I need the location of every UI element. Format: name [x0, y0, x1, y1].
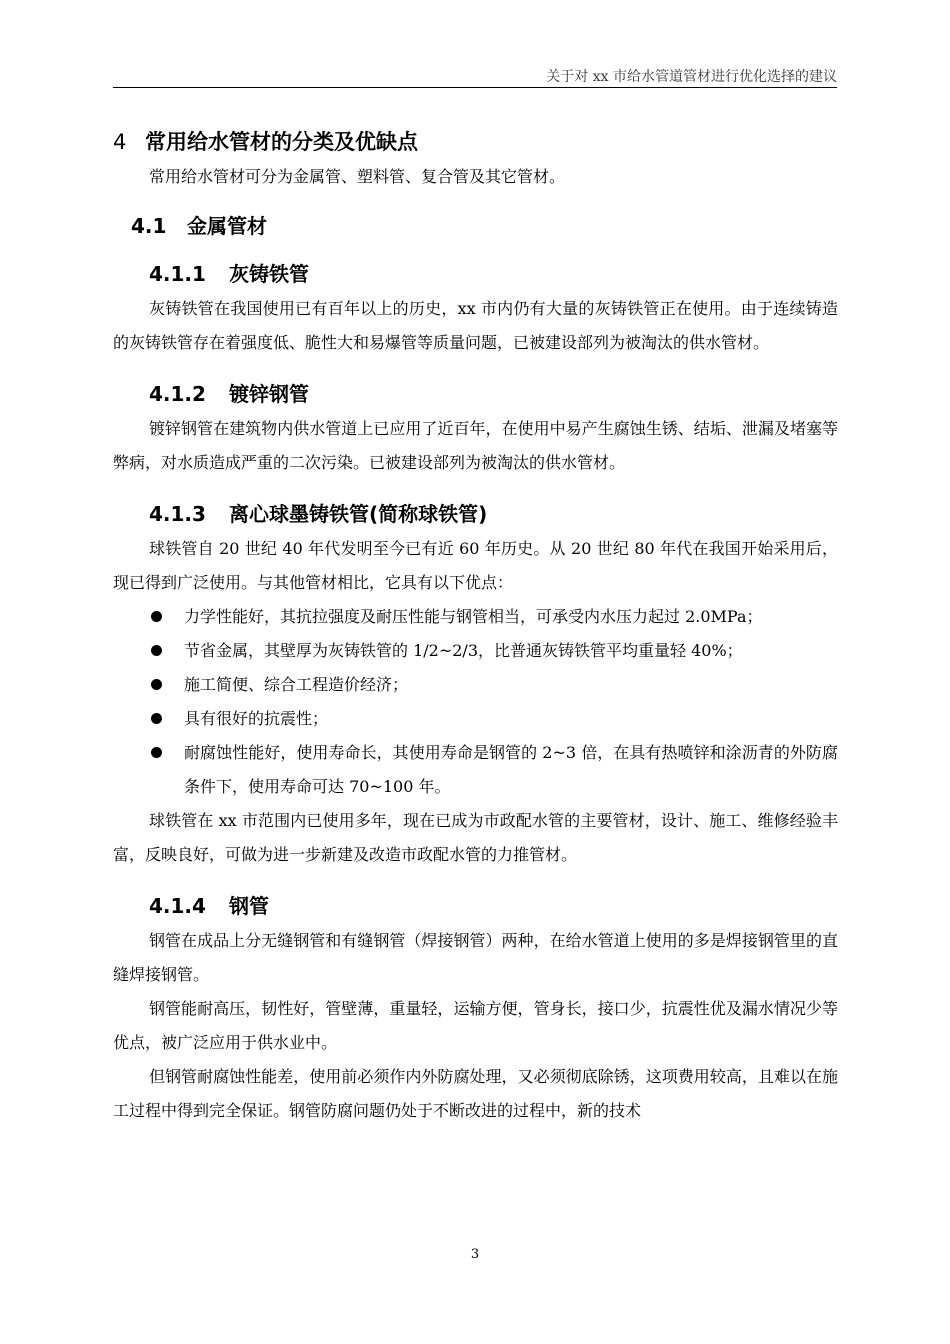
- section-number: 4.1: [131, 214, 167, 238]
- section-number: 4.1.2: [149, 382, 206, 406]
- page-number: 3: [470, 1247, 480, 1262]
- section-heading-4-1-2: [149, 376, 838, 412]
- list-item-text: 具有很好的抗震性；: [184, 709, 329, 728]
- section-heading-4-1-1: [149, 256, 838, 292]
- list-item: [113, 600, 838, 634]
- section-title: 镀锌钢管: [229, 382, 309, 406]
- paragraph: 钢管能耐高压，韧性好，管壁薄，重量轻，运输方便，管身长，接口少，抗震性优及漏水情况少等优点，被广泛应用于供水业中。: [113, 999, 838, 1052]
- page-body: [113, 124, 838, 1128]
- bullet-icon: [151, 747, 162, 758]
- paragraph: 但钢管耐腐蚀性能差，使用前必须作内外防腐处理，又必须彻底除锈，这项费用较高，且难以在施工过程中得到完全保证。钢管防腐问题仍处于不断改进的过程中，新的技术: [113, 1067, 838, 1120]
- bullet-icon: [151, 713, 162, 724]
- paragraph: 镀锌钢管在建筑物内供水管道上已应用了近百年，在使用中易产生腐蚀生锈、结垢、泄漏及堵塞等弊病，对水质造成严重的二次污染。已被建设部列为被淘汰的供水管材。: [113, 419, 838, 472]
- section-number: 4.1.4: [149, 894, 206, 918]
- section-intro: 常用给水管材可分为金属管、塑料管、复合管及其它管材。: [149, 167, 566, 186]
- section-number: 4: [113, 130, 127, 154]
- list-item-text: 力学性能好，其抗拉强度及耐压性能与钢管相当，可承受内水压力起过 2.0MPa；: [184, 607, 763, 626]
- paragraph: 球铁管自 20 世纪 40 年代发明至今已有近 60 年历史。从 20 世纪 80 年代在我国开始采用后，现已得到广泛使用。与其他管材相比，它具有以下优点：: [113, 539, 838, 592]
- list-item-text: 耐腐蚀性能好，使用寿命长，其使用寿命是钢管的 2~3 倍，在具有热喷锌和涂沥青的外防腐条件下，使用寿命可达 70~100 年。: [184, 743, 838, 796]
- section-title: 常用给水管材的分类及优缺点: [145, 130, 418, 154]
- list-item: [113, 702, 838, 736]
- section-title: 钢管: [229, 894, 269, 918]
- section-heading-4: [113, 124, 838, 160]
- section-heading-4-1: [131, 208, 838, 244]
- paragraph: 钢管在成品上分无缝钢管和有缝钢管（焊接钢管）两种，在给水管道上使用的多是焊接钢管里的直缝焊接钢管。: [113, 931, 838, 984]
- advantages-list: [113, 600, 838, 804]
- section-number: 4.1.3: [149, 502, 206, 526]
- section-title: 离心球墨铸铁管(简称球铁管): [229, 502, 488, 526]
- list-item-text: 施工简便、综合工程造价经济；: [184, 675, 409, 694]
- bullet-icon: [151, 645, 162, 656]
- section-title: 灰铸铁管: [229, 262, 309, 286]
- bullet-icon: [151, 679, 162, 690]
- section-heading-4-1-4: [149, 888, 838, 924]
- section-heading-4-1-3: [149, 496, 838, 532]
- section-number: 4.1.1: [149, 262, 206, 286]
- list-item-text: 节省金属，其壁厚为灰铸铁管的 1/2~2/3，比普通灰铸铁管平均重量轻 40%；: [184, 641, 743, 660]
- running-header: 关于对 xx 市给水管道管材进行优化选择的建议: [546, 69, 837, 85]
- paragraph: 灰铸铁管在我国使用已有百年以上的历史，xx 市内仍有大量的灰铸铁管正在使用。由于连续铸造的灰铸铁管存在着强度低、脆性大和易爆管等质量问题，已被建设部列为被淘汰的供水管材。: [113, 299, 838, 352]
- paragraph: 球铁管在 xx 市范围内已使用多年，现在已成为市政配水管的主要管材，设计、施工、维修经验丰富，反映良好，可做为进一步新建及改造市政配水管的力推管材。: [113, 811, 838, 864]
- bullet-icon: [151, 611, 162, 622]
- list-item: [113, 736, 838, 804]
- header-divider: [113, 87, 837, 88]
- list-item: [113, 634, 838, 668]
- section-title: 金属管材: [187, 214, 267, 238]
- list-item: [113, 668, 838, 702]
